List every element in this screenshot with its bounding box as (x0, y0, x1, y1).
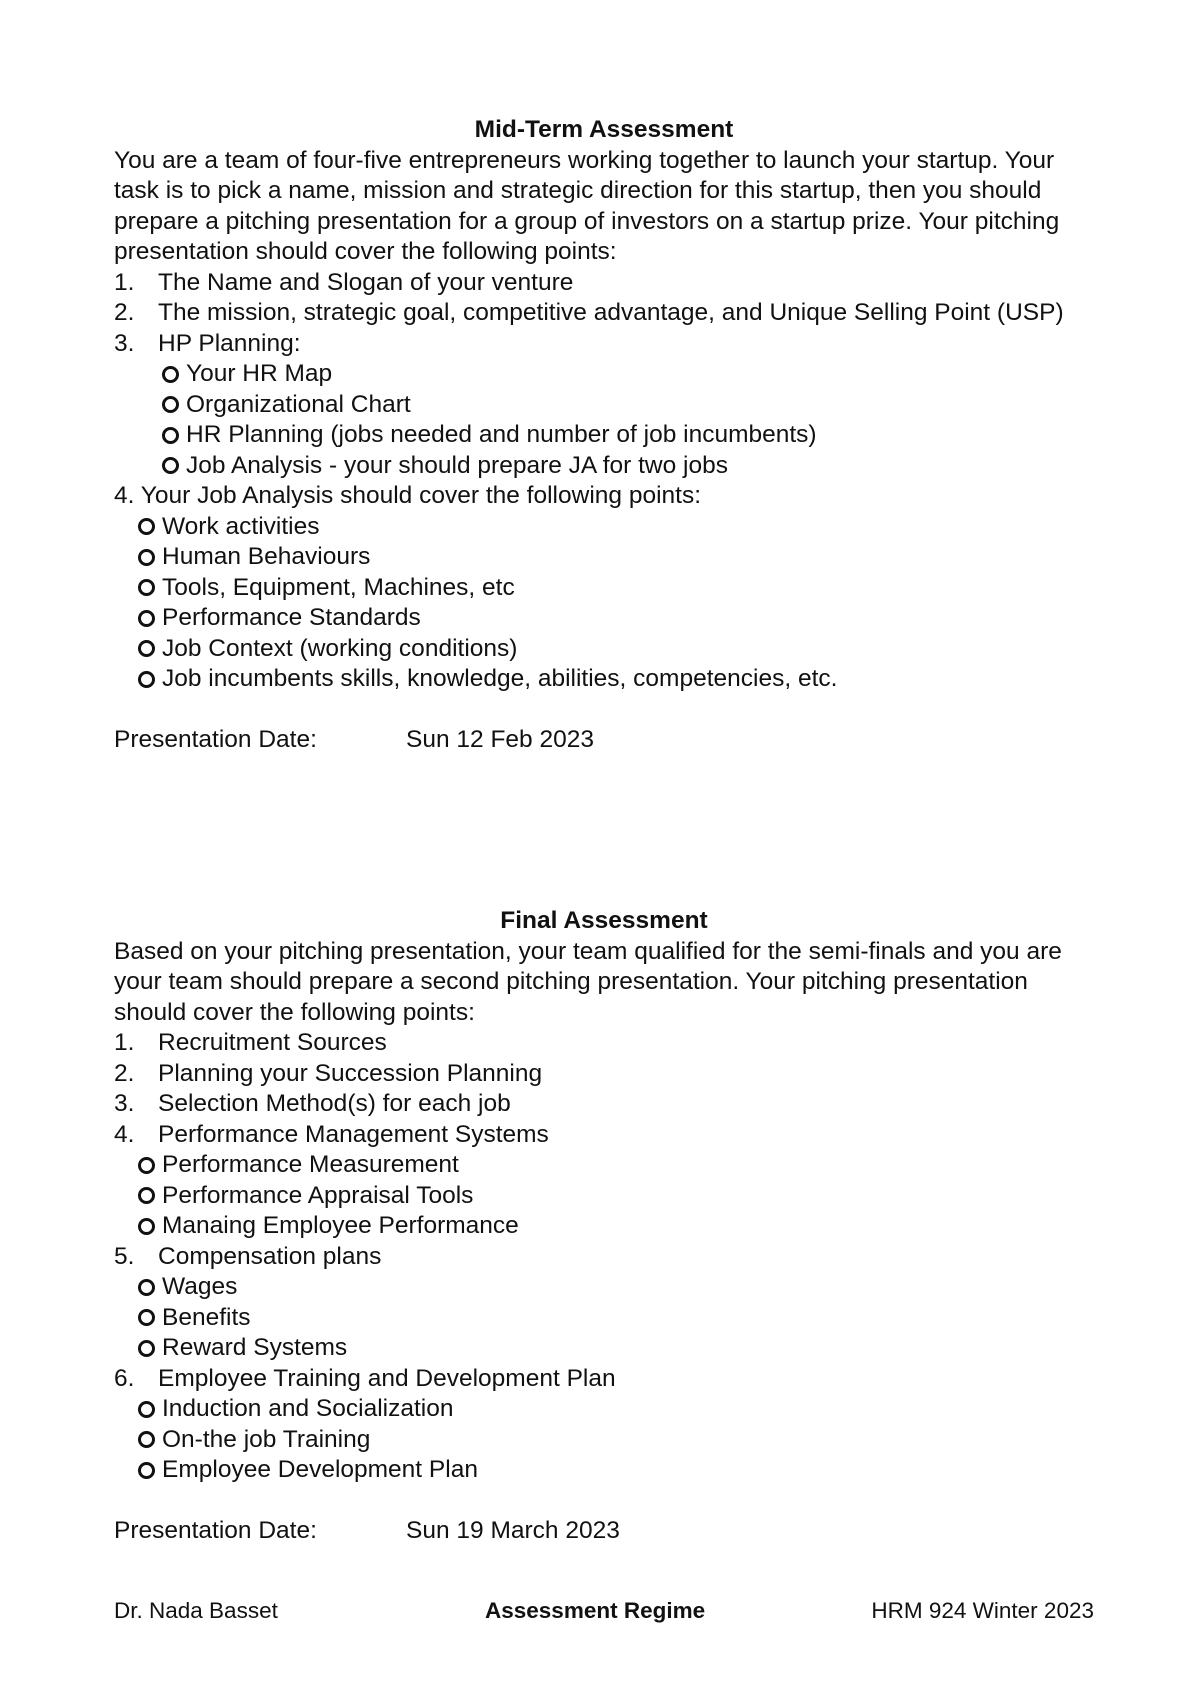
bullet-text: Job Analysis - your should prepare JA for two jobs (186, 451, 729, 479)
item-number: 4. (114, 1120, 135, 1148)
bullet-item (114, 1181, 1094, 1212)
bullet-item (114, 359, 1094, 390)
ring-bullet-icon (162, 396, 179, 413)
bullet-text: Benefits (162, 1303, 251, 1331)
bullet-item (114, 1303, 1094, 1334)
bullet-item (114, 634, 1094, 665)
item-text: The Name and Slogan of your venture (158, 268, 574, 296)
bullet-text: Wages (162, 1273, 238, 1300)
mid-term-section (114, 115, 1094, 756)
footer-author: Dr. Nada Basset (114, 1598, 278, 1623)
item-number: 2. (114, 1059, 135, 1087)
ring-bullet-icon (138, 1431, 155, 1448)
bullet-item (114, 390, 1094, 421)
list-item (114, 329, 1094, 482)
ring-bullet-icon (162, 366, 179, 383)
bullet-text: Reward Systems (162, 1334, 348, 1361)
bullet-item (114, 451, 1094, 482)
ring-bullet-icon (138, 610, 155, 627)
list-item (114, 298, 1094, 329)
bullet-item (114, 1272, 1094, 1303)
item-text: HP Planning: (158, 329, 301, 357)
ring-bullet-icon (138, 1309, 155, 1326)
page-footer (114, 1596, 1094, 1626)
bullet-text: Job Context (working conditions) (162, 634, 518, 662)
list-item (114, 1364, 1094, 1486)
ring-bullet-icon (138, 1340, 155, 1357)
ring-bullet-icon (138, 1279, 155, 1296)
ring-bullet-icon (162, 427, 179, 444)
sub-bullets (114, 1272, 1094, 1364)
ring-bullet-icon (138, 1462, 155, 1479)
bullet-text: Organizational Chart (186, 390, 411, 418)
ring-bullet-icon (138, 640, 155, 657)
mid-term-list (114, 268, 1094, 482)
bullet-item (114, 573, 1094, 604)
item-number: 6. (114, 1364, 135, 1392)
date-value: Sun 19 March 2023 (406, 1517, 620, 1544)
ring-bullet-icon (138, 1157, 155, 1174)
ring-bullet-icon (138, 518, 155, 535)
item-number: 2. (114, 299, 135, 326)
mid-term-date-row (114, 725, 1094, 756)
ring-bullet-icon (138, 1187, 155, 1204)
final-title: Final Assessment (500, 907, 708, 934)
bullet-text: Job incumbents skills, knowledge, abilities, competencies, etc. (162, 665, 838, 692)
bullet-text: Human Behaviours (162, 543, 371, 570)
final-list (114, 1028, 1094, 1486)
bullet-text: Performance Standards (162, 604, 421, 631)
ring-bullet-icon (138, 549, 155, 566)
sub-bullets (114, 1150, 1094, 1242)
bullet-text: Performance Measurement (162, 1151, 459, 1178)
mid-term-intro: You are a team of four-five entrepreneurs working together to launch your startup. Your task is to pick a name, mission and strategic direction for this startup, then you should prepare a pitching presentation for a group of investors on a startup prize. Your pitching presentation should cover the following points: (114, 146, 1060, 265)
bullet-item (114, 1394, 1094, 1425)
bullet-text: HR Planning (jobs needed and number of job incumbents) (186, 421, 817, 448)
final-section (114, 906, 1094, 1547)
item-number: 1. (114, 1029, 135, 1056)
item-number: 3. (114, 329, 135, 357)
ring-bullet-icon (162, 457, 179, 474)
bullet-item (114, 1211, 1094, 1242)
list-item (114, 1242, 1094, 1364)
bullet-text: Manaing Employee Performance (162, 1212, 519, 1239)
date-label: Presentation Date: (114, 726, 317, 753)
ring-bullet-icon (138, 671, 155, 688)
mid-term-title: Mid-Term Assessment (474, 116, 734, 143)
list-item (114, 268, 1094, 299)
bullet-text: Induction and Socialization (162, 1395, 454, 1422)
bullet-item (114, 603, 1094, 634)
list-item (114, 1120, 1094, 1242)
bullet-text: On-the job Training (162, 1425, 371, 1453)
bullet-item (114, 664, 1094, 695)
bullet-item (114, 1425, 1094, 1456)
bullet-text: Performance Appraisal Tools (162, 1181, 474, 1209)
item-text: Planning your Succession Planning (158, 1059, 543, 1087)
date-label: Presentation Date: (114, 1517, 317, 1544)
item-text: Employee Training and Development Plan (158, 1364, 616, 1392)
item-number: 3. (114, 1090, 135, 1117)
final-date-row (114, 1516, 1094, 1547)
bullet-item (114, 1333, 1094, 1364)
item-text: Recruitment Sources (158, 1029, 387, 1056)
bullet-item (114, 512, 1094, 543)
date-value: Sun 12 Feb 2023 (406, 726, 594, 753)
ring-bullet-icon (138, 1401, 155, 1418)
bullet-text: Employee Development Plan (162, 1456, 478, 1483)
footer-course: HRM 924 Winter 2023 (871, 1598, 1094, 1623)
list-item (114, 1028, 1094, 1059)
item-text: The mission, strategic goal, competitive advantage, and Unique Selling Point (USP) (158, 299, 1064, 326)
ring-bullet-icon (138, 579, 155, 596)
sub-bullets (114, 1394, 1094, 1486)
item-number: 5. (114, 1242, 135, 1270)
bullet-text: Your HR Map (186, 360, 333, 387)
bullet-item (114, 1455, 1094, 1486)
bullet-item (114, 1150, 1094, 1181)
item-text: Selection Method(s) for each job (158, 1090, 511, 1117)
item-text: Compensation plans (158, 1242, 382, 1270)
bullet-text: Tools, Equipment, Machines, etc (162, 573, 515, 601)
final-intro: Based on your pitching presentation, your team qualified for the semi-finals and you are your team should prepare a second pitching presentation. Your pitching presentation should cover the following points: (114, 937, 1062, 1026)
item-text: Performance Management Systems (158, 1120, 549, 1148)
footer-title: Assessment Regime (485, 1598, 706, 1623)
bullet-item (114, 420, 1094, 451)
item-number: 1. (114, 268, 135, 296)
job-analysis-bullets (114, 512, 1094, 695)
list-item (114, 1059, 1094, 1090)
bullet-item (114, 542, 1094, 573)
hp-planning-bullets (114, 359, 1094, 481)
list-item (114, 1089, 1094, 1120)
bullet-text: Work activities (162, 512, 320, 540)
job-analysis-item: 4. Your Job Analysis should cover the following points: (114, 482, 702, 509)
ring-bullet-icon (138, 1218, 155, 1235)
